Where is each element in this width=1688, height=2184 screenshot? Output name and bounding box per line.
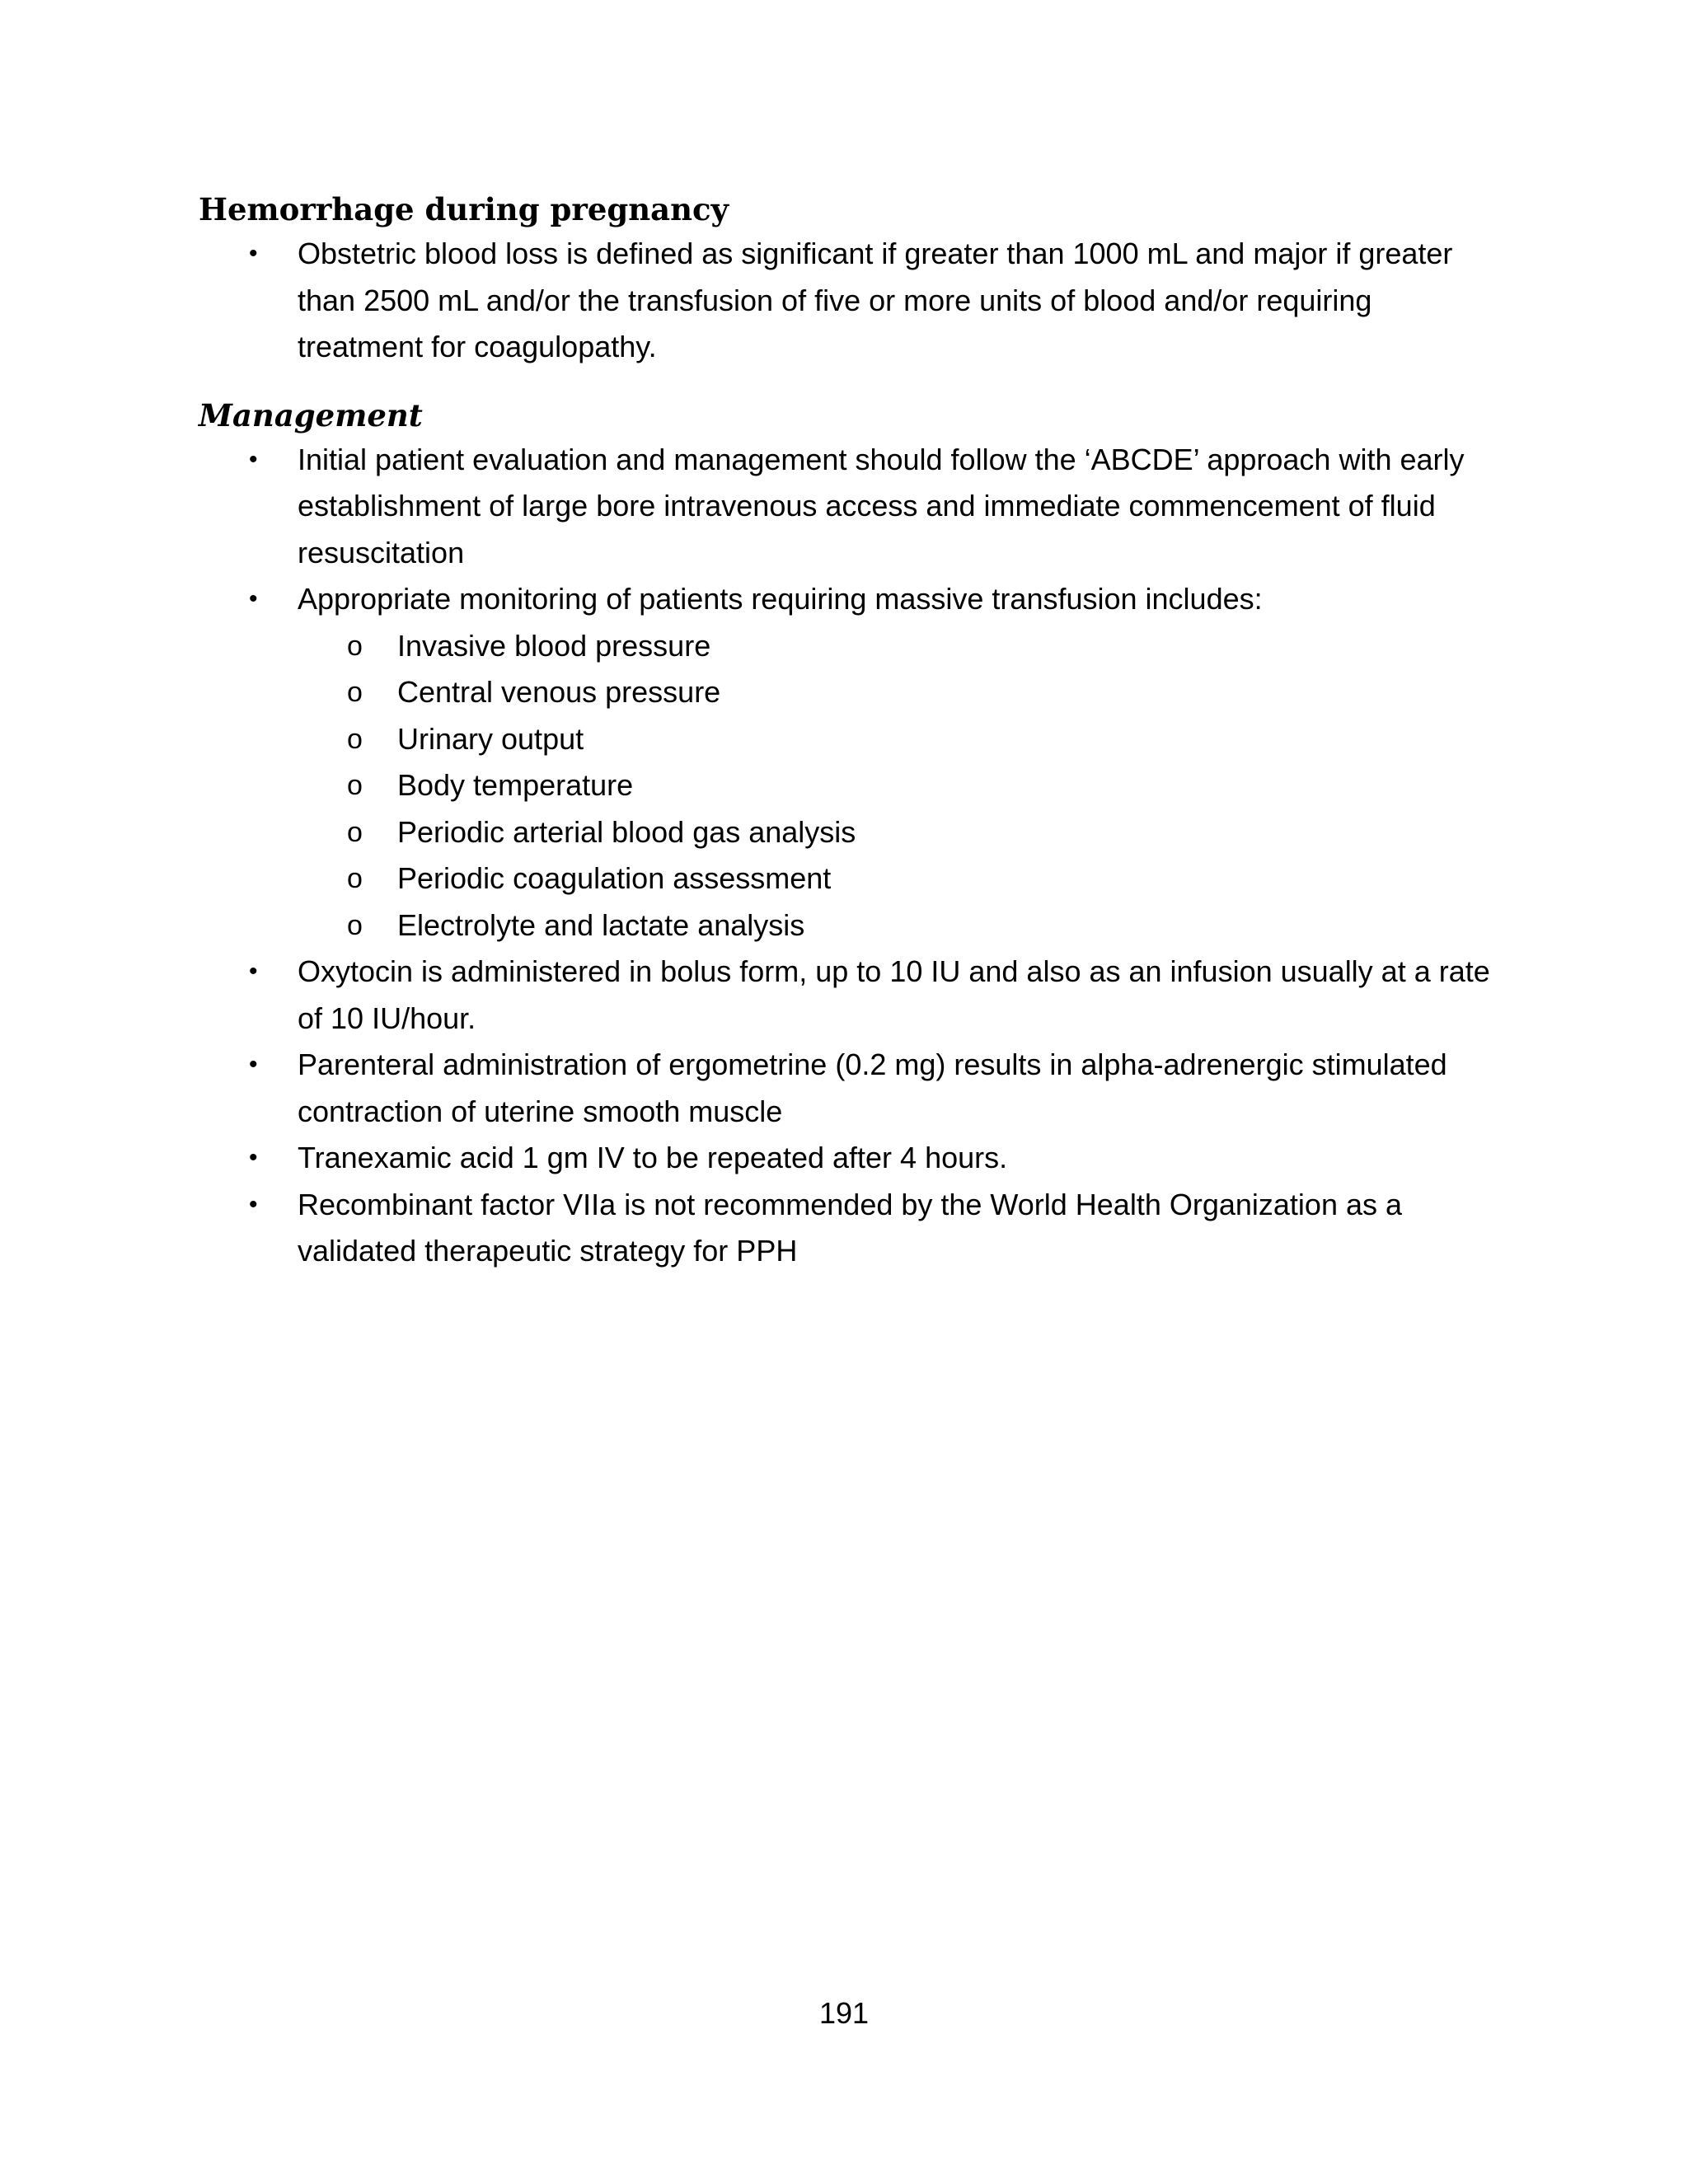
sub-bullet-icon: o bbox=[347, 677, 363, 709]
section-heading-hemorrhage: Hemorrhage during pregnancy bbox=[199, 191, 729, 227]
list-item-text: Initial patient evaluation and management should follow the ‘ABCDE’ approach with early establishment of large bore intravenous access and immediate commencement of fluid resuscitation bbox=[298, 442, 1465, 569]
sub-list-item-text: Periodic arterial blood gas analysis bbox=[397, 814, 856, 849]
bullet-icon: • bbox=[249, 585, 258, 613]
sub-bullet-icon: o bbox=[347, 770, 363, 802]
list-item bbox=[199, 576, 1501, 623]
bullet-icon: • bbox=[249, 958, 258, 986]
bullet-icon: • bbox=[249, 1144, 258, 1172]
sub-bullet-icon: o bbox=[347, 863, 363, 895]
sub-list-item-text: Body temperature bbox=[397, 768, 634, 803]
section-spacer bbox=[199, 371, 1501, 396]
sub-list-item-text: Invasive blood pressure bbox=[397, 628, 711, 663]
sub-list-item bbox=[199, 902, 1501, 949]
list-item bbox=[199, 1135, 1501, 1182]
list-item-text: Oxytocin is administered in bolus form, up to 10 IU and also as an infusion usually at a rate of 10 IU/hour. bbox=[298, 954, 1490, 1035]
bullet-icon: • bbox=[249, 1190, 258, 1218]
sub-list-item-text: Urinary output bbox=[397, 721, 584, 756]
list-item-text: Tranexamic acid 1 gm IV to be repeated after 4 hours. bbox=[298, 1141, 1008, 1175]
sub-bullet-icon: o bbox=[347, 816, 363, 848]
sub-list-item-text: Periodic coagulation assessment bbox=[397, 861, 832, 896]
bullet-icon: • bbox=[249, 1051, 258, 1079]
page-number: 191 bbox=[818, 1996, 870, 2030]
sub-list-item bbox=[199, 669, 1501, 716]
management-bullet-list bbox=[199, 437, 1501, 1275]
monitoring-sublist-container bbox=[199, 623, 1501, 949]
sub-bullet-icon: o bbox=[347, 630, 363, 662]
sub-list-item bbox=[199, 762, 1501, 809]
sub-list-item bbox=[199, 809, 1501, 856]
list-item bbox=[199, 949, 1501, 1042]
sub-bullet-icon: o bbox=[347, 723, 363, 755]
sub-list-item-text: Central venous pressure bbox=[397, 675, 721, 710]
sub-list-item bbox=[199, 716, 1501, 763]
list-item bbox=[199, 437, 1501, 577]
list-item-text: Parenteral administration of ergometrine (0.2 mg) results in alpha-adrenergic stimulated contraction of uterine smooth muscle bbox=[298, 1047, 1447, 1128]
list-item-text: Obstetric blood loss is defined as significant if greater than 1000 mL and major if greater than 2500 mL and/or the transfusion of five or more units of blood and/or requiring treatment for coagulopathy. bbox=[298, 237, 1453, 364]
list-item-text: Appropriate monitoring of patients requiring massive transfusion includes: bbox=[298, 582, 1263, 616]
bullet-icon: • bbox=[249, 240, 258, 268]
list-item bbox=[199, 231, 1501, 371]
sub-list-item bbox=[199, 855, 1501, 902]
hemorrhage-bullet-list bbox=[199, 231, 1501, 371]
sub-list-item bbox=[199, 623, 1501, 670]
section-heading-management: Management bbox=[199, 396, 423, 434]
page-content bbox=[199, 190, 1501, 1275]
list-item bbox=[199, 1182, 1501, 1275]
sub-bullet-icon: o bbox=[347, 909, 363, 941]
list-item bbox=[199, 1042, 1501, 1135]
list-item-text: Recombinant factor VIIa is not recommended by the World Health Organization as a validated therapeutic strategy for PPH bbox=[298, 1187, 1403, 1268]
sub-list-item-text: Electrolyte and lactate analysis bbox=[397, 907, 805, 942]
bullet-icon: • bbox=[249, 445, 258, 473]
monitoring-sublist bbox=[199, 623, 1501, 949]
